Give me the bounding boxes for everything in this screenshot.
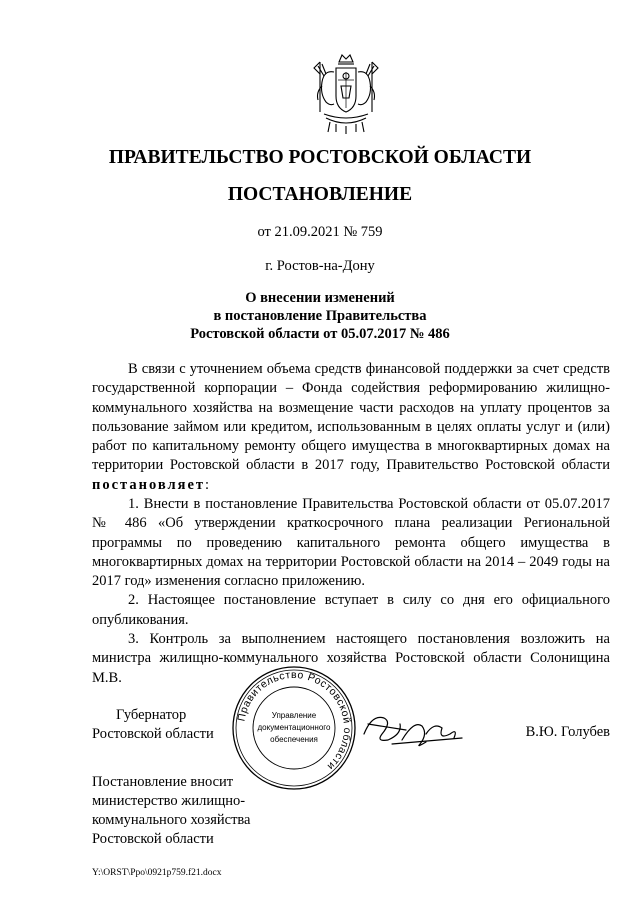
note-line-2: министерство жилищно-: [92, 793, 246, 809]
preamble-text: В связи с уточнением объема средств финансовой поддержки за счет средств государственной корпорации – Фонда содействия реформированию жилищно-коммунального хозяйства на возмещение части расходов на уплату процентов за пользование займом или кредитом, использованным в целях оплаты услуг и (или) работ по капитальному ремонту общего имущества в многоквартирных домах на территории Ростовской области в 2017 году, Правительство Ростовской области: [92, 361, 610, 474]
preamble-suffix: :: [205, 476, 210, 493]
list-item: 2. Настоящее постановление вступает в силу со дня его официального опубликования.: [92, 592, 610, 628]
list-item: 1. Внести в постановление Правительства Ростовской области от 05.07.2017 № 486 «Об утверждении краткосрочного плана реализации Региональной программы по проведению капитального ремонта общего имущества в многоквартирных домах на территории Ростовской области на 2014 – 2049 годы на 2017 год» изменения согласно приложению.: [92, 496, 610, 590]
subject-line-3: Ростовской области от 05.07.2017 № 486: [190, 326, 450, 342]
note-line-1: Постановление вносит: [92, 774, 234, 790]
list-item: 3. Контроль за выполнением настоящего постановления возложить на министра жилищно-коммунального хозяйства Ростовской области Солонищина М.В.: [92, 631, 610, 686]
coat-of-arms-icon: [312, 52, 380, 136]
seal-inner-line-2: документационного: [257, 723, 331, 732]
date-number: от 21.09.2021 № 759: [257, 224, 383, 240]
note-line-3: коммунального хозяйства: [92, 812, 251, 828]
note-line-4: Ростовской области: [92, 831, 214, 847]
seal-outer-text: Правительство Ростовской области: [235, 668, 354, 773]
file-path: Y:\ORST\Ppo\0921p759.f21.docx: [92, 868, 222, 878]
organization-title: ПРАВИТЕЛЬСТВО РОСТОВСКОЙ ОБЛАСТИ: [108, 147, 532, 168]
document-type-title: ПОСТАНОВЛЕНИЕ: [227, 184, 413, 205]
preamble: [92, 360, 610, 495]
handwritten-signature-icon: [362, 704, 512, 754]
seal-inner-line-1: Управление: [271, 711, 317, 720]
city: г. Ростов-на-Дону: [265, 258, 375, 274]
subject-line-1: О внесении изменений: [245, 290, 395, 306]
submission-note: [92, 773, 251, 849]
decree-word: постановляет: [92, 476, 206, 493]
items-list: [92, 495, 610, 688]
svg-text:Правительство Ростовской облас: [235, 669, 353, 773]
subject-line-2: в постановление Правительства: [213, 308, 427, 324]
document-subject: [0, 289, 640, 343]
signatory-name: В.Ю. Голубев: [525, 724, 610, 740]
signatory-title-line-1: Губернатор: [116, 707, 187, 723]
signatory-title: [92, 706, 214, 744]
seal-inner-line-3: обеспечения: [270, 735, 318, 744]
signatory-title-line-2: Ростовской области: [92, 726, 214, 742]
